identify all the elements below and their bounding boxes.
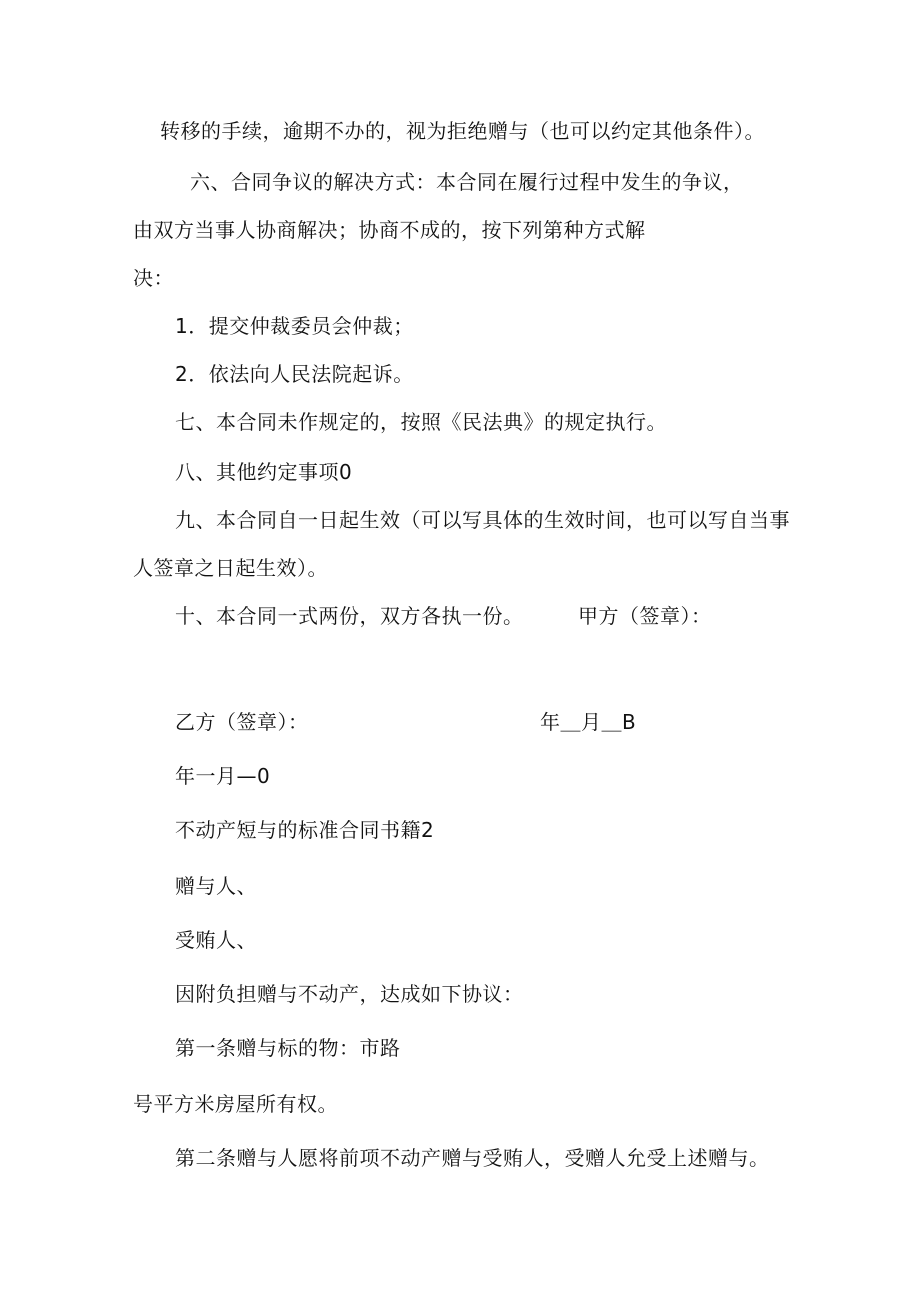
article-one-continued: 号平方米房屋所有权。: [133, 1092, 338, 1116]
donee-label: 受贿人、: [175, 928, 257, 952]
contract-title-2: 不动产短与的标准合同书籍2: [175, 818, 435, 842]
agreement-intro: 因附负担赠与不动产，达成如下协议：: [175, 982, 524, 1006]
party-b-signature-label: 乙方（签章）：: [175, 710, 309, 734]
text-line-transfer-procedure: 转移的手续，逾期不办的，视为拒绝赠与（也可以约定其他条件）。: [160, 119, 765, 143]
donor-label: 赠与人、: [175, 874, 257, 898]
text-line-section-nine: 九、本合同自一日起生效（可以写具体的生效时间，也可以写自当事: [175, 508, 790, 532]
article-two: 第二条赠与人愿将前项不动产赠与受贿人，受赠人允受上述赠与。: [175, 1146, 770, 1170]
text-line-resolve: 决：: [133, 266, 174, 290]
text-line-option-arbitration: 1．提交仲裁委员会仲裁；: [175, 314, 414, 338]
article-one: 第一条赠与标的物：市路: [175, 1036, 401, 1060]
text-line-section-ten: 十、本合同一式两份，双方各执一份。: [175, 604, 524, 628]
party-a-signature-label: 甲方（签章）：: [578, 604, 712, 628]
text-line-effective-date: 人签章之日起生效）。: [133, 556, 328, 580]
text-line-section-seven: 七、本合同未作规定的，按照《民法典》的规定执行。: [175, 410, 667, 434]
text-line-section-six: 六、合同争议的解决方式：本合同在履行过程中发生的争议，: [190, 170, 744, 194]
text-line-negotiation: 由双方当事人协商解决；协商不成的，按下列第种方式解: [133, 218, 646, 242]
text-line-section-eight: 八、其他约定事项0: [175, 460, 353, 484]
party-a-date-line: 年＿月＿B: [540, 710, 637, 734]
party-b-date-line: 年一月—0: [175, 764, 271, 788]
text-line-option-court: 2．依法向人民法院起诉。: [175, 362, 414, 386]
